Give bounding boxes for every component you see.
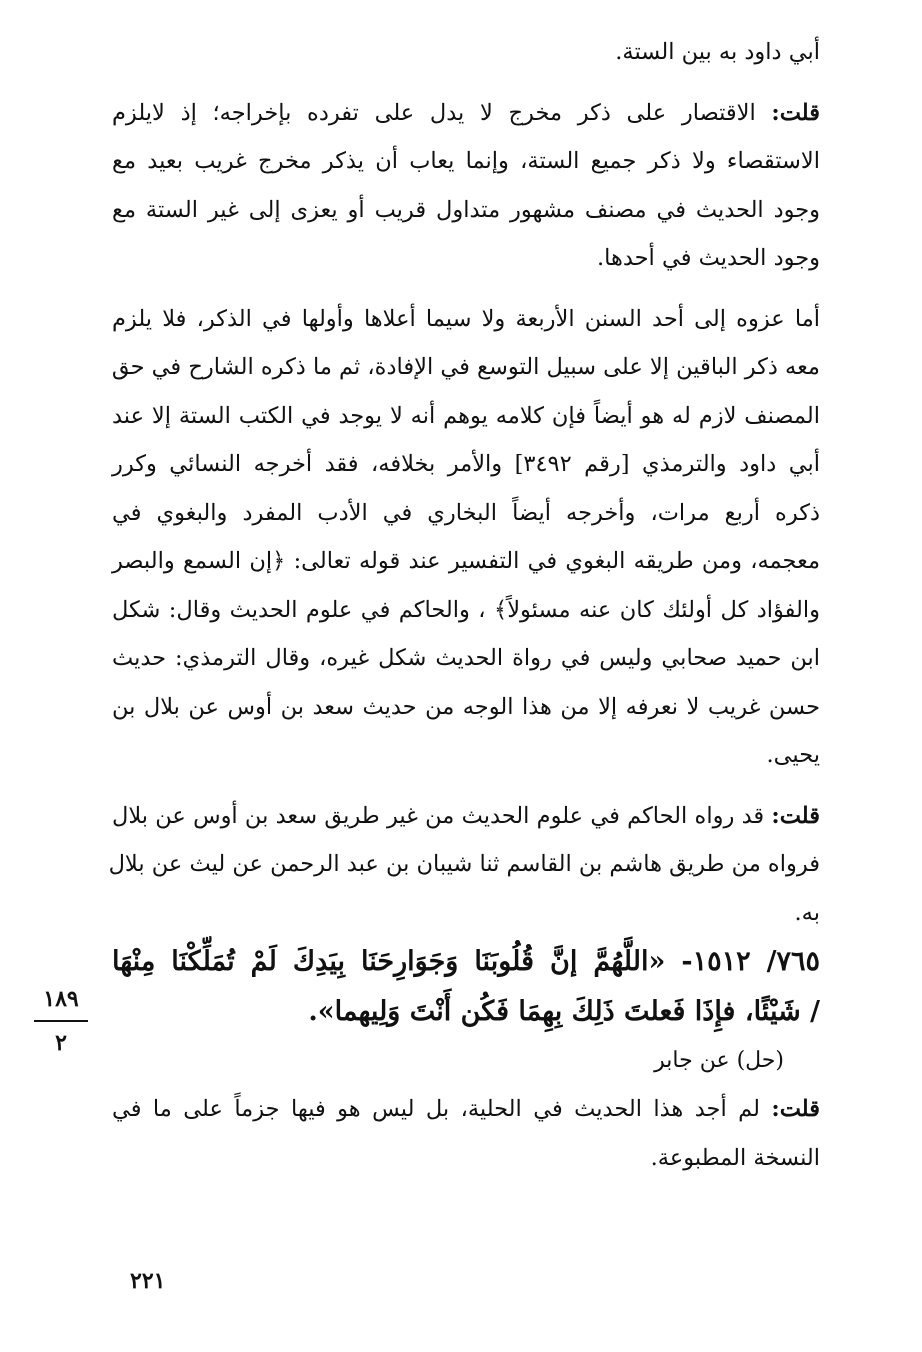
hadith-line: ٧٦٥/ ١٥١٢- «اللَّهُمَّ إنَّ قُلُوبَنَا وَجَوَارِحَنَا بِيَدِكَ لَمْ تُمَلِّكْنَا مِنْهَا (112, 946, 820, 977)
hadith-line: / شَيْئًا، فإِذَا فَعلتَ ذَلِكَ بِهِمَا فَكُن أَنْتَ وَلِيهما». (308, 996, 820, 1027)
text-line: قلت: قد رواه الحاكم في علوم الحديث من غير طريق سعد بن أوس عن بلال (112, 802, 820, 829)
text-line: به. (794, 899, 820, 926)
text-line: النسخة المطبوعة. (650, 1144, 820, 1171)
page-number: ٢٢١ (130, 1268, 166, 1294)
text-line: والفؤاد كل أولئك كان عنه مسئولاً﴾ ، والحاكم في علوم الحديث وقال: شكل (112, 596, 820, 623)
text-line: قلت: الاقتصار على ذكر مخرج لا يدل على تفرده بإخراجه؛ إذ لايلزم (112, 99, 820, 126)
text-line: أبي داود والترمذي [رقم ٣٤٩٢] والأمر بخلافه، فقد أخرجه النسائي وكرر (112, 451, 820, 477)
margin-rule (34, 1020, 88, 1022)
qult-marker: قلت: (771, 99, 820, 126)
text-line: وجود الحديث في مصنف مشهور متداول قريب أو يعزى إلى غير الستة مع (112, 196, 820, 223)
hadith-block (112, 937, 820, 1037)
text-line: فرواه من طريق هاشم بن القاسم ثنا شيبان بن عبد الرحمن عن ليث عن بلال (108, 851, 820, 877)
text-line: المصنف لازم له هو أيضاً فإن كلامه يوهم أنه لا يوجد في الكتب الستة إلا عند (112, 402, 820, 429)
text-line: قلت: لم أجد هذا الحديث في الحلية، بل ليس هو فيها جزماً على ما في (112, 1096, 820, 1122)
page-body (108, 28, 820, 1182)
text-line: حسن غريب لا نعرفه إلا من هذا الوجه من حديث سعد بن أوس عن بلال بن (112, 693, 820, 720)
margin-reference-top: ١٨٩ (43, 986, 79, 1012)
text-line: أما عزوه إلى أحد السنن الأربعة ولا سيما أعلاها وأولها في الذكر، فلا يلزم (112, 305, 820, 332)
text-line: معجمه، ومن طريقه البغوي في التفسير عند قوله تعالى: ﴿إن السمع والبصر (112, 548, 820, 574)
qult-marker: قلت: (771, 1096, 820, 1122)
text-line: معه ذكر الباقين إلا على سبيل التوسع في الإفادة، ثم ما ذكره الشارح في حق (111, 354, 820, 380)
margin-reference (30, 984, 92, 1058)
text-line: يحيى. (766, 742, 820, 768)
qult-marker: قلت: (771, 802, 820, 829)
text-line: أبي داود به بين الستة. (615, 39, 820, 65)
margin-reference-bottom: ٢ (55, 1030, 67, 1056)
text-line: ابن حميد صحابي وليس في رواة الحديث شكل غيره، وقال الترمذي: حديث (112, 645, 820, 671)
text-line: ذكره أربع مرات، وأخرجه أيضاً البخاري في الأدب المفرد والبغوي في (112, 499, 820, 526)
text-line: الاستقصاء ولا ذكر جميع الستة، وإنما يعاب أن يذكر مخرج غريب بعيد مع (112, 148, 820, 174)
text-line: وجود الحديث في أحدها. (596, 245, 820, 271)
hadith-source: (حل) عن جابر (654, 1048, 784, 1073)
